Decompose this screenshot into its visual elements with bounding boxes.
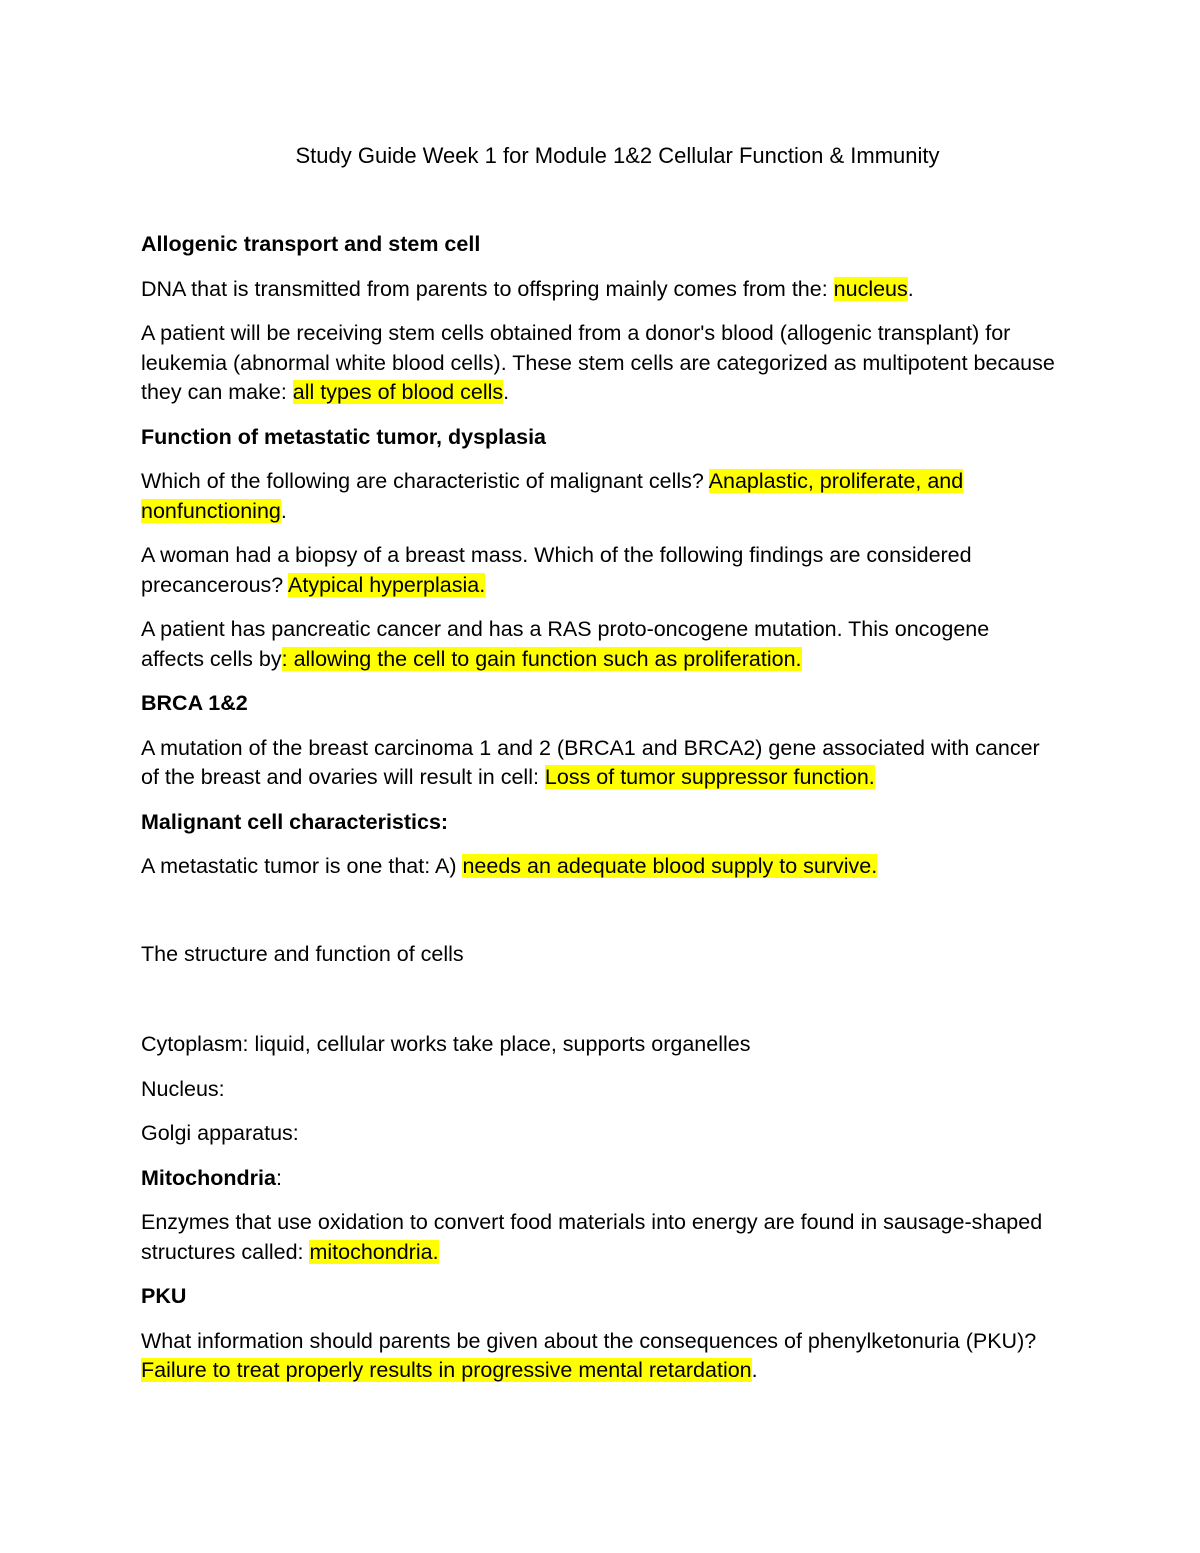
question-ras-oncogene — [141, 615, 1056, 674]
question-pku — [141, 1327, 1056, 1386]
section-heading-pku: PKU — [141, 1284, 187, 1308]
highlighted-answer: all types of blood cells — [292, 380, 504, 404]
cytoplasm-note: Cytoplasm: liquid, cellular works take place, supports organelles — [141, 1032, 751, 1056]
question-text: DNA that is transmitted from parents to offspring mainly comes from the: — [141, 276, 834, 301]
section-heading-mitochondria — [141, 1164, 1056, 1194]
highlighted-answer: Anaplastic, proliferate, and nonfunctioning — [141, 469, 964, 523]
question-text: A woman had a biopsy of a breast mass. Which of the following findings are considered precancerous? — [141, 543, 972, 597]
question-mitochondria — [141, 1208, 1056, 1267]
highlighted-answer: Failure to treat properly results in progressive mental retardation — [141, 1358, 752, 1382]
highlighted-answer: needs an adequate blood supply to survive. — [462, 854, 878, 878]
answer-trailing-text: . — [280, 498, 287, 523]
highlighted-answer: nucleus — [833, 276, 908, 301]
blank-line — [141, 984, 1056, 1030]
highlighted-answer: Atypical hyperplasia. — [288, 572, 486, 597]
section-heading-allogenic: Allogenic transport and stem cell — [141, 232, 481, 256]
question-malignant-cells — [141, 467, 1056, 526]
question-metastatic-tumor — [141, 852, 1056, 882]
document-body — [141, 230, 1056, 1401]
question-text: A mutation of the breast carcinoma 1 and 2 (BRCA1 and BRCA2) gene associated with cancer of the breast and ovaries will result in cell: — [141, 735, 1040, 789]
nucleus-note: Nucleus: — [141, 1076, 225, 1101]
highlighted-answer: Loss of tumor suppressor function. — [544, 765, 875, 789]
mitochondria-colon: : — [275, 1165, 282, 1190]
answer-trailing-text: . — [907, 276, 914, 301]
question-dna-origin — [141, 275, 1056, 305]
question-stem-cells — [141, 319, 1056, 408]
section-heading-metastatic: Function of metastatic tumor, dysplasia — [141, 424, 546, 449]
blank-line — [141, 897, 1056, 940]
question-text: A patient will be receiving stem cells obtained from a donor's blood (allogenic transplant) for leukemia (abnormal white blood cells). These stem cells are categorized as multipotent because they can make: — [141, 321, 1055, 404]
question-brca-mutation — [141, 734, 1056, 793]
section-heading-malignant-characteristics: Malignant cell characteristics: — [141, 809, 449, 834]
highlighted-answer: : allowing the cell to gain function such as proliferation. — [281, 646, 802, 671]
answer-trailing-text: . — [503, 380, 510, 404]
section-heading-brca: BRCA 1&2 — [141, 691, 248, 715]
question-text: What information should parents be given about the consequences of phenylketonuria (PKU)? — [141, 1328, 1037, 1353]
question-text: A metastatic tumor is one that: A) — [141, 854, 463, 878]
golgi-note: Golgi apparatus: — [141, 1121, 299, 1145]
question-text: Which of the following are characteristic of malignant cells? — [141, 469, 709, 493]
answer-trailing-text: . — [751, 1358, 758, 1382]
cells-heading: The structure and function of cells — [141, 941, 464, 966]
mitochondria-label: Mitochondria — [141, 1165, 276, 1190]
question-text: Enzymes that use oxidation to convert food materials into energy are found in sausage-shaped structures called: — [141, 1210, 1043, 1264]
highlighted-answer: mitochondria. — [309, 1239, 439, 1264]
question-text: A patient has pancreatic cancer and has a RAS proto-oncogene mutation. This oncogene affects cells by — [141, 617, 990, 671]
question-breast-biopsy — [141, 541, 1056, 600]
document-title: Study Guide Week 1 for Module 1&2 Cellular Function & Immunity — [295, 143, 940, 168]
